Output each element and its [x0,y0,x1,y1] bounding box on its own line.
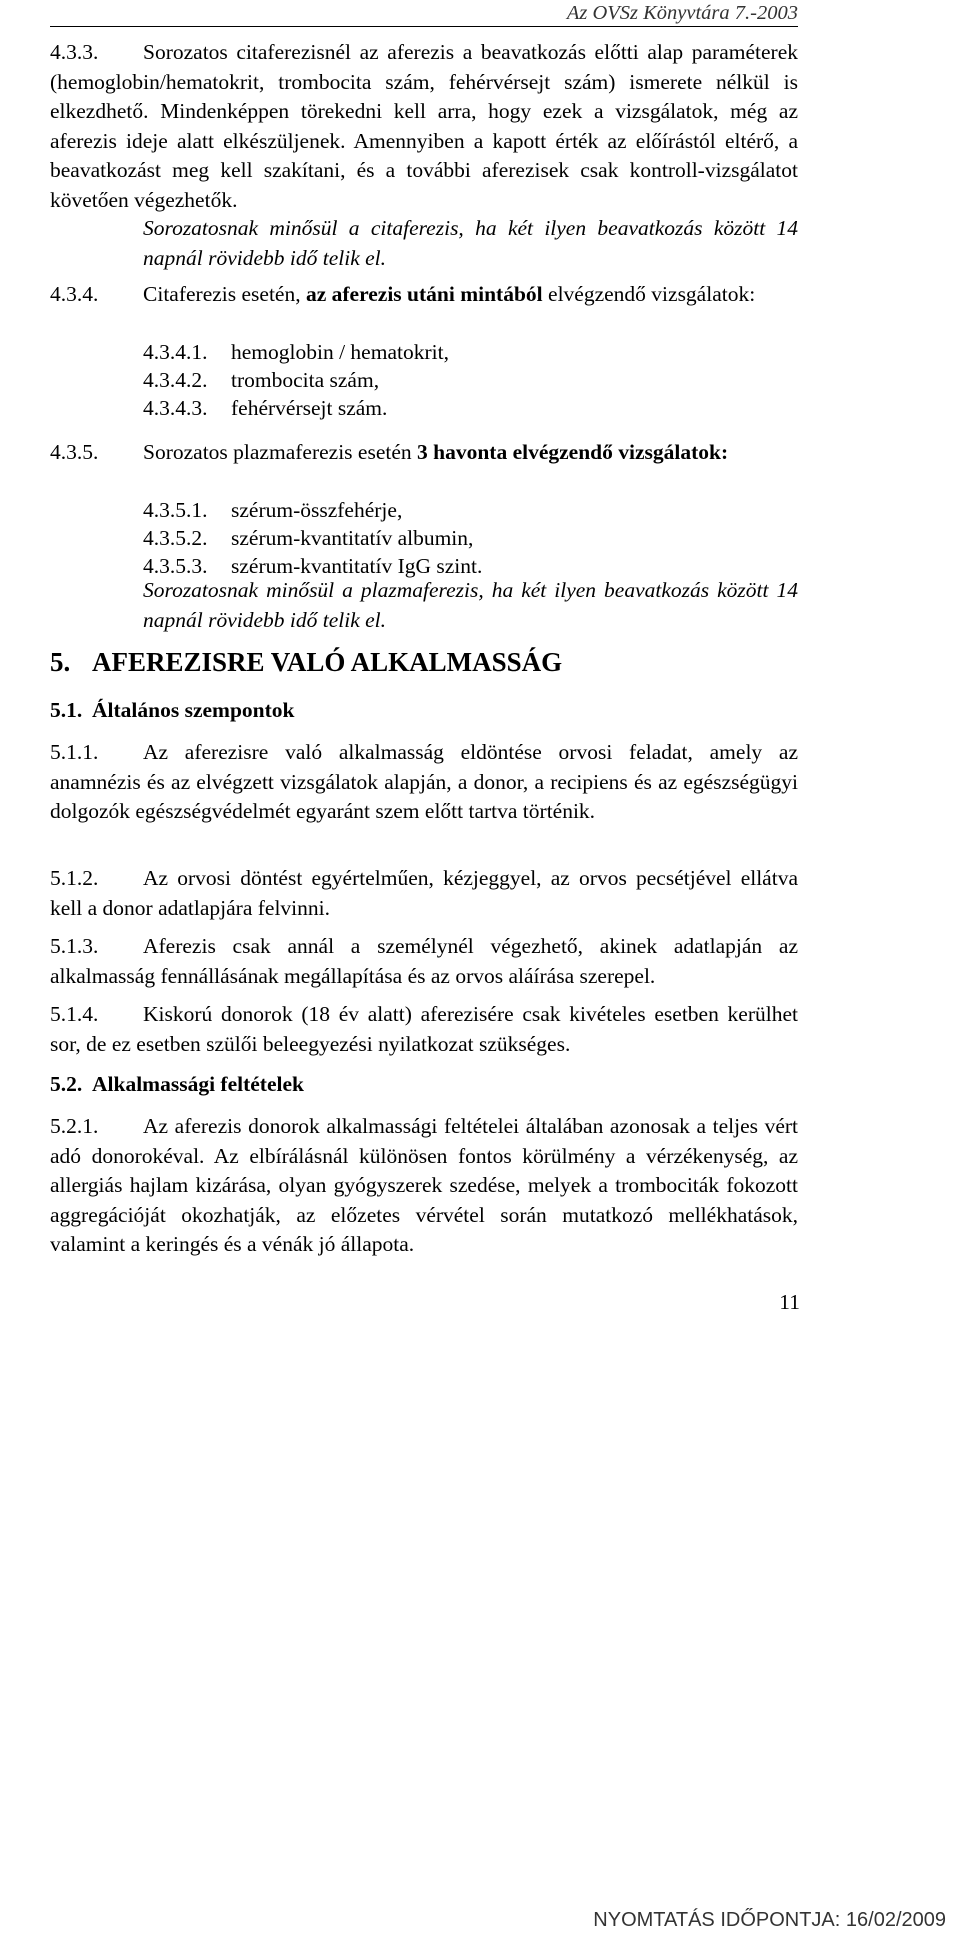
paragraph-number: 5.1.1. [50,740,99,764]
list-item [143,338,449,368]
list-item [143,496,402,526]
italic-note-citaferezis: Sorozatosnak minősül a citaferezis, ha két ilyen beavatkozás között 14 napnál rövidebb idő telik el. [143,216,798,270]
list-item-number: 4.3.5.1. [143,498,208,522]
paragraph-text: Az aferezis donorok alkalmassági feltételei általában azonosak a teljes vért adó donorokéval. Az elbírálásnál különösen fontos körülmény a vérzékenység, az allergiás hajlam kizárása, olyan gyógyszerek szedése, melyek a trombociták fokozott aggregációját okozhatják, az előzetes vérvétel során mutatkozó mellékhatások, valamint a keringés és a vénák jó állapota. [50,1114,798,1256]
paragraph-number: 5.1.3. [50,934,99,958]
paragraph-4-3-3 [50,38,798,215]
page-number: 11 [779,1290,800,1314]
running-header-title: Az OVSz Könyvtára 7.-2003 [566,2,798,24]
list-item-number: 4.3.4.2. [143,368,208,392]
paragraph-number: 4.3.5. [50,440,99,464]
paragraph-5-1-4 [50,1000,798,1059]
list-item-text: szérum-összfehérje, [231,498,403,522]
list-item [143,366,379,396]
paragraph-text: Az orvosi döntést egyértelműen, kézjeggyel, az orvos pecsétjével ellátva kell a donor adatlapjára felvinni. [50,866,798,920]
chapter-heading [50,648,562,678]
list-item-number: 4.3.5.2. [143,526,208,550]
chapter-title: AFEREZISRE VALÓ ALKALMASSÁG [92,647,563,677]
paragraph-number: 5.2.1. [50,1114,99,1138]
running-header [50,0,798,27]
paragraph-text-start: Sorozatos plazmaferezis esetén [143,440,417,464]
italic-note-plazmaferezis: Sorozatosnak minősül a plazmaferezis, ha két ilyen beavatkozás között 14 napnál rövidebb idő telik el. [143,578,798,632]
paragraph-number: 4.3.3. [50,40,99,64]
list-item-text: hemoglobin / hematokrit, [231,340,449,364]
paragraph-5-1-2 [50,864,798,923]
section-title: Alkalmassági feltételek [92,1072,304,1096]
paragraph-text: Kiskorú donorok (18 év alatt) aferezisére csak kivételes esetben kerülhet sor, de ez esetben szülői beleegyezési nyilatkozat szükséges. [50,1002,798,1056]
paragraph-text-start: Citaferezis esetén, [143,282,306,306]
section-heading-5-1 [50,696,294,726]
list-item-number: 4.3.4.1. [143,340,208,364]
list-item-text: fehérvérsejt szám. [231,396,388,420]
paragraph-5-1-1 [50,738,798,827]
chapter-number: 5. [50,647,71,677]
paragraph-5-2-1 [50,1112,798,1260]
paragraph-5-1-3 [50,932,798,991]
paragraph-4-3-5 [50,438,798,468]
paragraph-text-bold: az aferezis utáni mintából [305,282,543,306]
list-item-number: 4.3.5.3. [143,554,208,578]
list-item-text: szérum-kvantitatív albumin, [231,526,474,550]
section-heading-5-2 [50,1070,304,1100]
list-item [143,524,473,554]
list-item-text: trombocita szám, [231,368,380,392]
paragraph-number: 5.1.2. [50,866,99,890]
list-item-text: szérum-kvantitatív IgG szint. [231,554,483,578]
list-item-number: 4.3.4.3. [143,396,208,420]
list-item [143,394,387,424]
paragraph-text-end: elvégzendő vizsgálatok: [542,282,756,306]
section-title: Általános szempontok [92,698,295,722]
section-number: 5.1. [50,698,83,722]
paragraph-4-3-4 [50,280,798,310]
print-date-stamp: NYOMTATÁS IDŐPONTJA: 16/02/2009 [593,1909,946,1931]
paragraph-text: Az aferezisre való alkalmasság eldöntése orvosi feladat, amely az anamnézis és az elvégzett vizsgálatok alapján, a donor, a recipiens és az egészségügyi dolgozók egészségvédelmét egyaránt szem előtt tartva történik. [50,740,798,823]
paragraph-text: Aferezis csak annál a személynél végezhető, akinek adatlapján az alkalmasság fennállásának megállapítása és az orvos aláírása szerepel. [50,934,798,988]
paragraph-number: 4.3.4. [50,282,99,306]
paragraph-text: Sorozatos citaferezisnél az aferezis a beavatkozás előtti alap paraméterek (hemoglobin/hematokrit, trombocita szám, fehérvérsejt szám) ismerete nélkül is elkezdhető. Mindenképpen törekedni kell arra, hogy ezek a vizsgálatok, még az aferezis ideje alatt elkészüljenek. Amennyiben a kapott érték az előírástól eltérő, a beavatkozást meg kell szakítani, és a további aferezisek csak kontroll-vizsgálatot követően végezhetők. [50,40,798,212]
section-number: 5.2. [50,1072,83,1096]
paragraph-text-bold: 3 havonta elvégzendő vizsgálatok: [417,440,729,464]
paragraph-number: 5.1.4. [50,1002,99,1026]
